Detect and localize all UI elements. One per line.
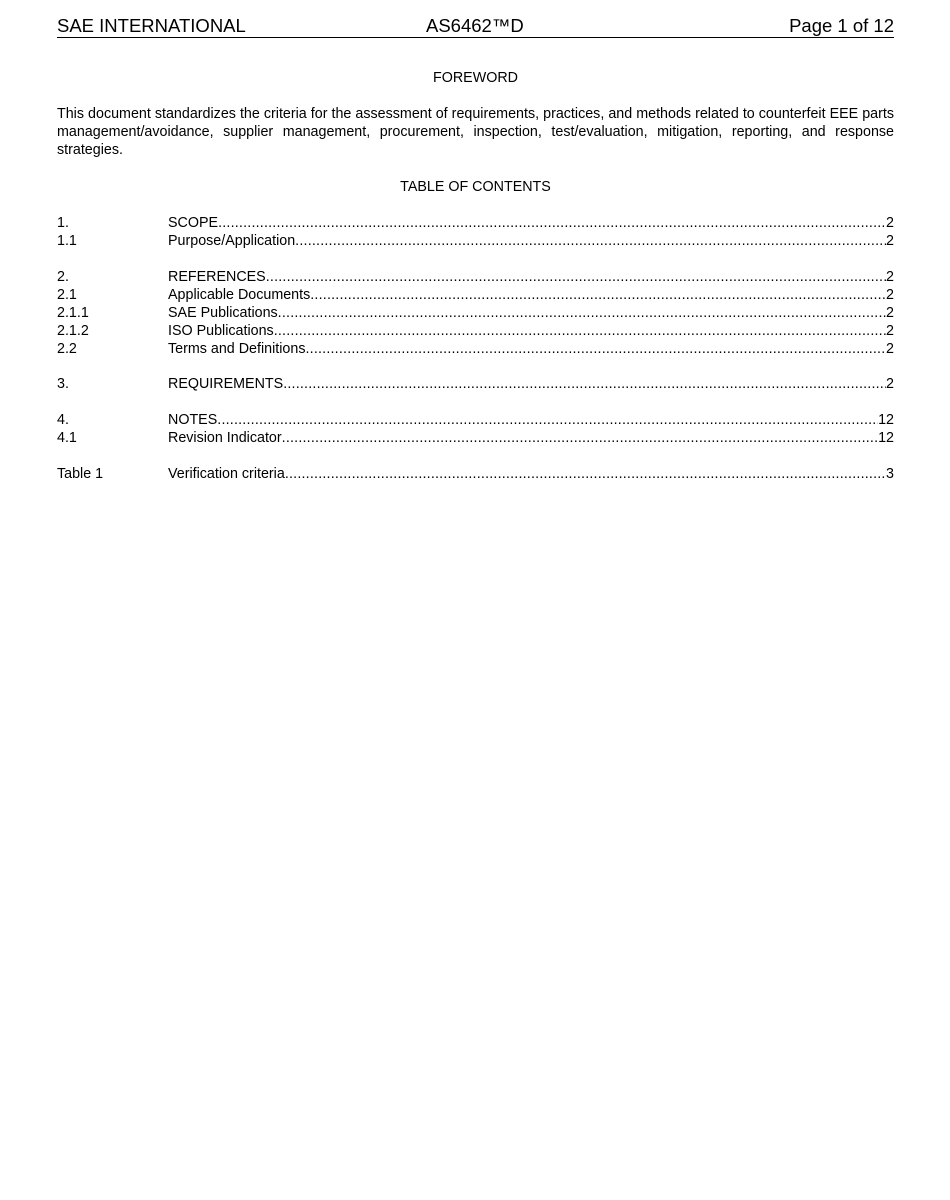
- toc-number: 1.1: [57, 233, 77, 249]
- toc-title: Purpose/Application: [168, 233, 296, 249]
- header-document-number: AS6462™D: [426, 15, 524, 36]
- toc-title: Terms and Definitions: [168, 341, 306, 357]
- toc-leader-dots: [305, 340, 886, 358]
- toc-page-number: 2: [886, 269, 894, 285]
- toc-title: Verification criteria: [168, 466, 285, 482]
- toc-row-sae-publications[interactable]: [57, 304, 894, 322]
- page-header: [57, 15, 894, 38]
- toc-page-number: 2: [886, 287, 894, 303]
- toc-title: Applicable Documents: [168, 287, 311, 303]
- header-organization: SAE INTERNATIONAL: [57, 15, 246, 36]
- toc-title: ISO Publications: [168, 323, 274, 339]
- toc-heading: TABLE OF CONTENTS: [400, 179, 551, 195]
- toc-leader-dots: [310, 286, 886, 304]
- toc-page-number: 2: [886, 305, 894, 321]
- toc-row-purpose-application[interactable]: [57, 232, 894, 250]
- toc-leader-dots: [218, 214, 886, 232]
- toc-row-terms-and-definitions[interactable]: [57, 340, 894, 358]
- toc-row-scope[interactable]: [57, 214, 894, 232]
- foreword-heading: FOREWORD: [433, 70, 518, 86]
- toc-leader-dots: [266, 268, 886, 286]
- toc-row-references[interactable]: [57, 268, 894, 286]
- header-page-number: Page 1 of 12: [789, 15, 894, 36]
- toc-number: 1.: [57, 215, 69, 231]
- toc-leader-dots: [217, 411, 878, 429]
- toc-leader-dots: [283, 375, 886, 393]
- toc-number: 4.1: [57, 430, 77, 446]
- toc-number: 3.: [57, 376, 69, 392]
- toc-row-iso-publications[interactable]: [57, 322, 894, 340]
- toc-title: NOTES: [168, 412, 218, 428]
- toc-title: REFERENCES: [168, 269, 266, 285]
- toc-row-notes[interactable]: [57, 411, 894, 429]
- toc-row-requirements[interactable]: [57, 375, 894, 393]
- toc-number: Table 1: [57, 466, 104, 482]
- toc-leader-dots: [282, 429, 878, 447]
- toc-page-number: 2: [886, 215, 894, 231]
- toc-row-revision-indicator[interactable]: [57, 429, 894, 447]
- toc-page-number: 3: [886, 466, 894, 482]
- toc-title: REQUIREMENTS: [168, 376, 284, 392]
- toc-number: 4.: [57, 412, 69, 428]
- foreword-text: This document standardizes the criteria for the assessment of requirements, practices, and methods related to counterfeit EEE parts management/avoidance, supplier management, procurement, inspection, test/evaluation, mitigation, reporting, and response strategies.: [57, 106, 894, 159]
- toc-page-number: 2: [886, 376, 894, 392]
- toc-row-table-1[interactable]: [57, 465, 894, 483]
- toc-number: 2.1.1: [57, 305, 89, 321]
- toc-leader-dots: [278, 304, 886, 322]
- toc-number: 2.1.2: [57, 323, 89, 339]
- toc-number: 2.: [57, 269, 69, 285]
- toc-title: Revision Indicator: [168, 430, 282, 446]
- toc-page-number: 12: [878, 430, 894, 446]
- toc-leader-dots: [285, 465, 886, 483]
- toc-row-applicable-documents[interactable]: [57, 286, 894, 304]
- toc-number: 2.1: [57, 287, 77, 303]
- toc-title: SCOPE: [168, 215, 219, 231]
- toc-page-number: 2: [886, 323, 894, 339]
- toc-page-number: 2: [886, 341, 894, 357]
- toc-title: SAE Publications: [168, 305, 278, 321]
- toc-number: 2.2: [57, 341, 77, 357]
- toc-leader-dots: [274, 322, 886, 340]
- toc-leader-dots: [295, 232, 886, 250]
- toc-page-number: 2: [886, 233, 894, 249]
- toc-page-number: 12: [878, 412, 894, 428]
